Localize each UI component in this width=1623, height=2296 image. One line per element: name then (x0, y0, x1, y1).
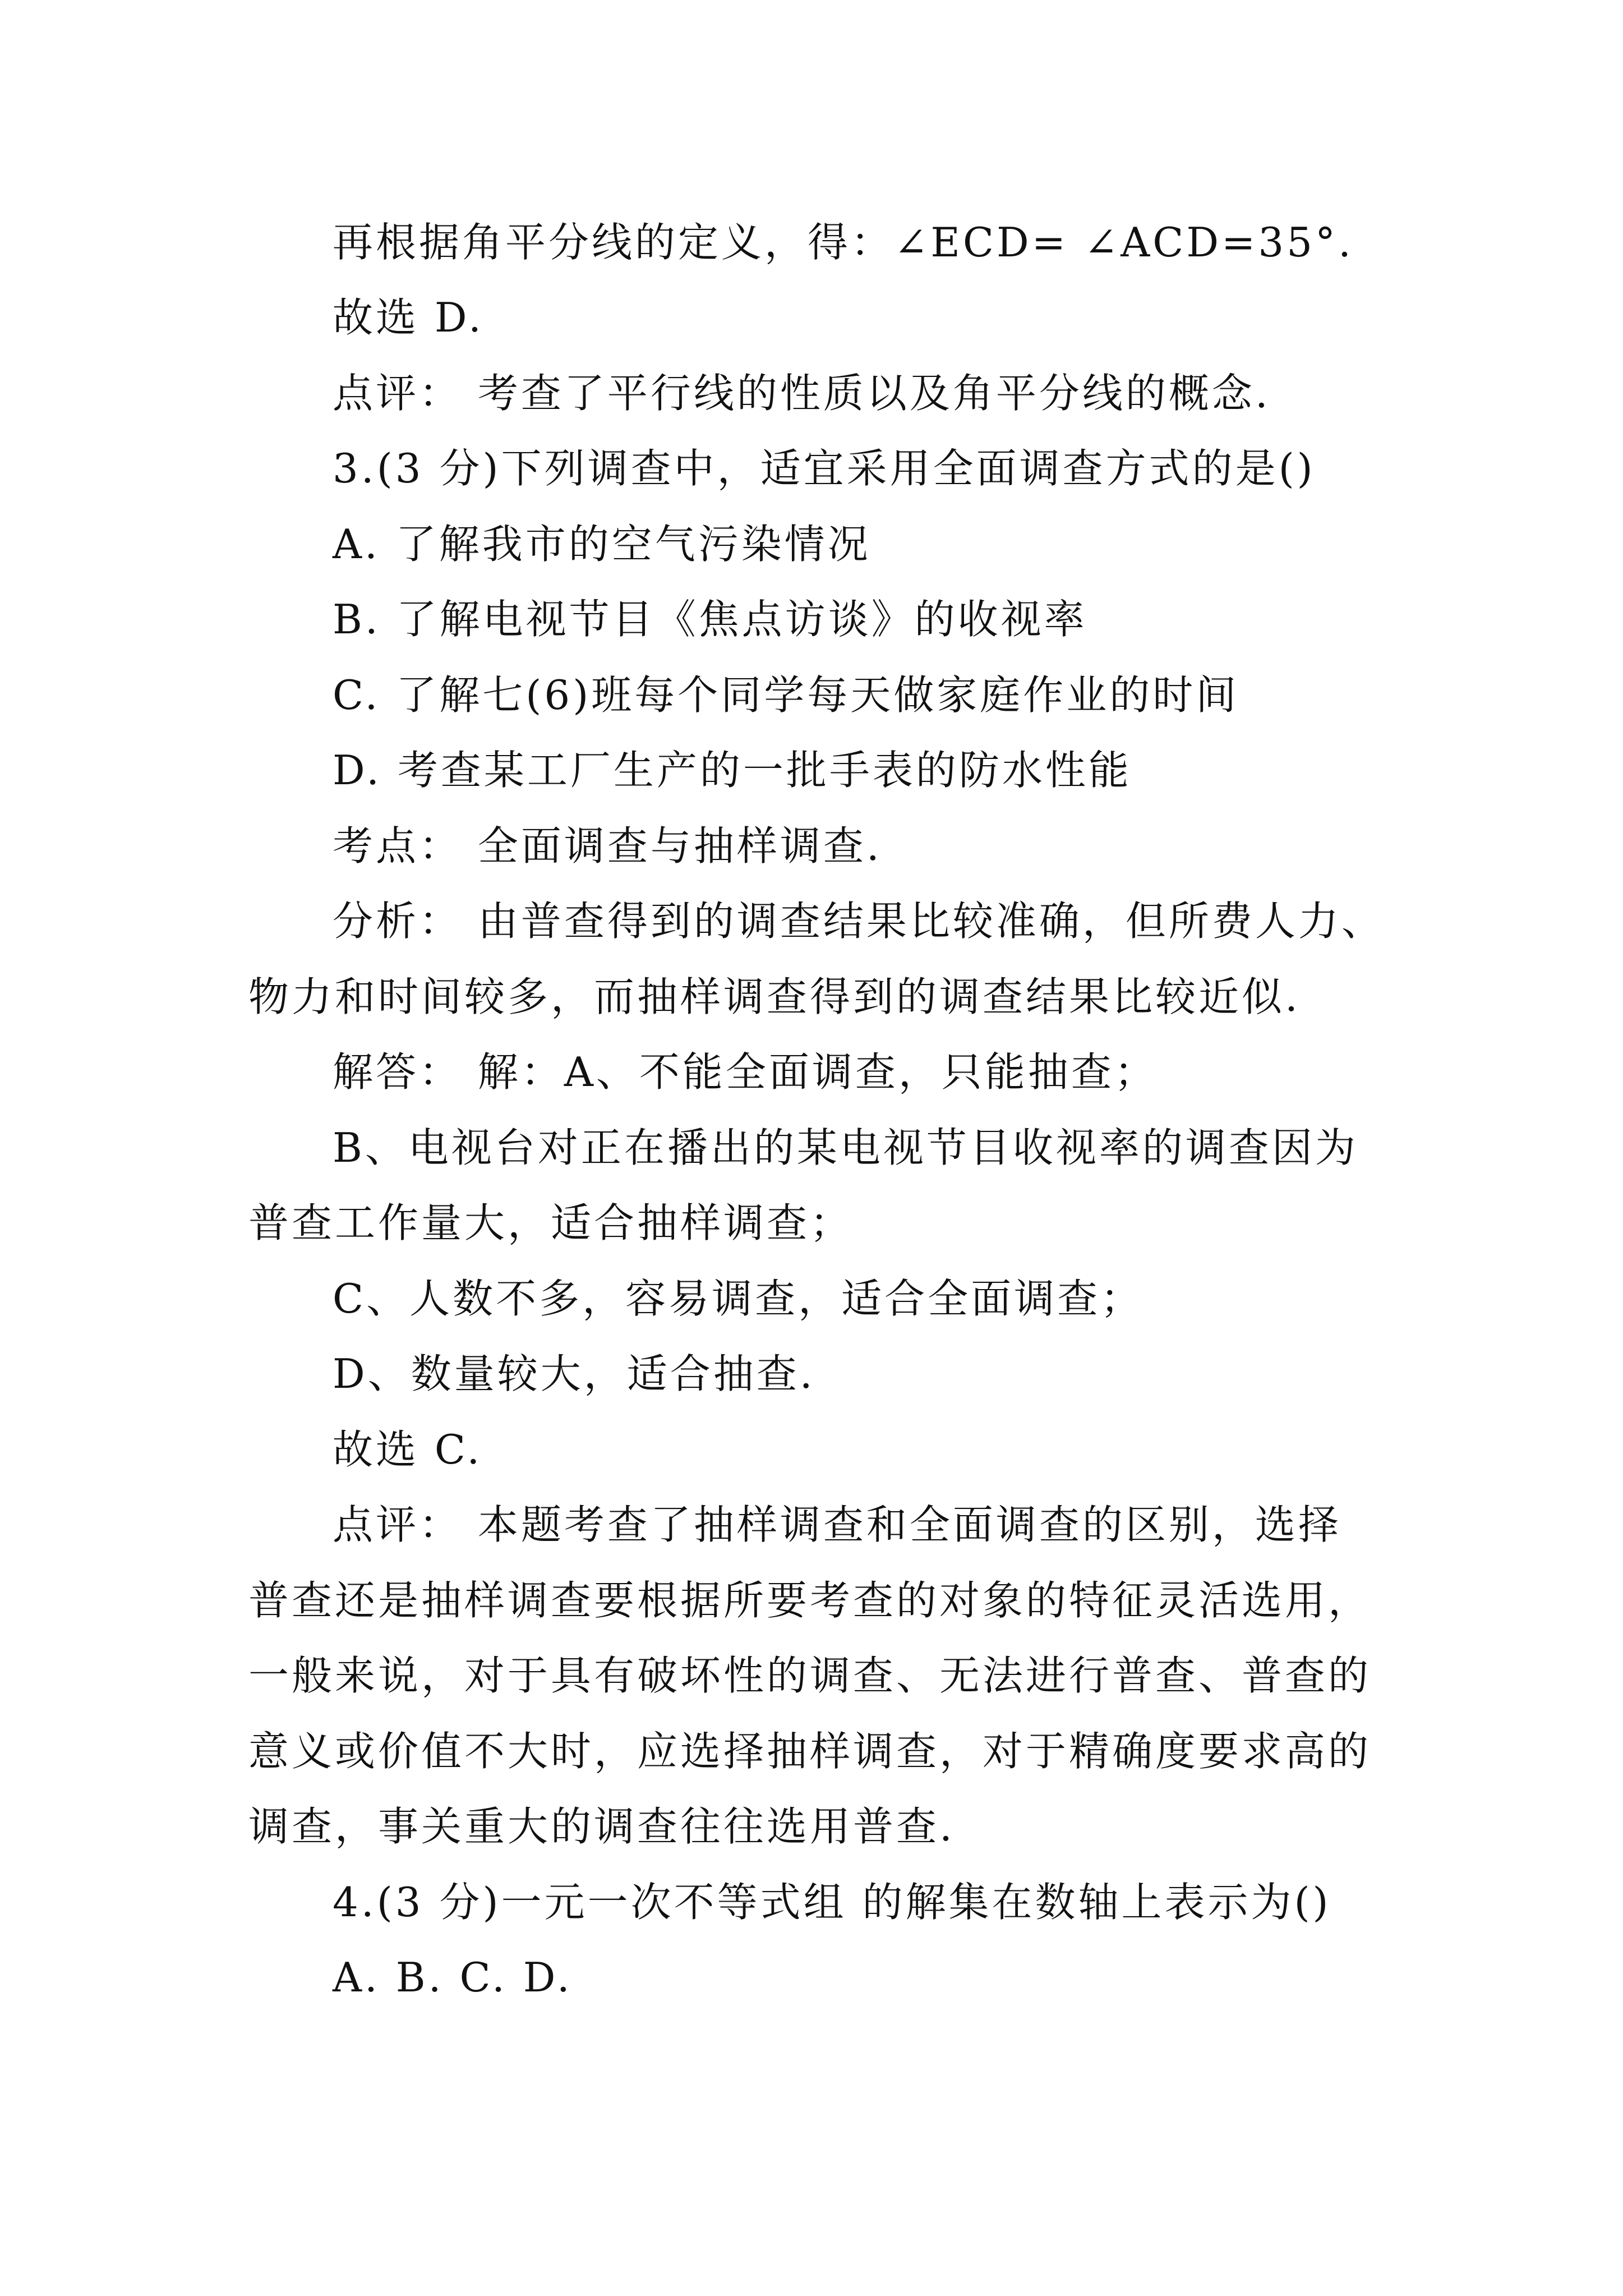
text-line-key-point: 考点： 全面调查与抽样调查. (333, 822, 882, 869)
text-line-answer-d: 故选 D. (333, 294, 484, 341)
text-line-comment-2-cont-1: 普查还是抽样调查要根据所要考查的对象的特征灵活选用， (248, 1577, 1372, 1624)
text-line-angle-bisector: 再根据角平分线的定义，得：∠ECD= ∠ACD=35°. (333, 219, 1354, 266)
text-line-comment-2-cont-4: 调查，事关重大的调查往往选用普查. (248, 1803, 955, 1850)
question-4-options: A. B. C. D. (333, 1954, 573, 2001)
text-line-analysis-cont: 物力和时间较多，而抽样调查得到的调查结果比较近似. (248, 973, 1301, 1020)
question-3-option-c: C. 了解七(6)班每个同学每天做家庭作业的时间 (333, 671, 1239, 719)
text-line-comment-1: 点评： 考查了平行线的性质以及角平分线的概念. (333, 370, 1271, 417)
question-3-option-b: B. 了解电视节目《焦点访谈》的收视率 (333, 596, 1087, 643)
text-line-comment-2: 点评： 本题考查了抽样调查和全面调查的区别，选择 (333, 1501, 1341, 1548)
text-line-comment-2-cont-3: 意义或价值不大时，应选择抽样调查，对于精确度要求高的 (248, 1728, 1372, 1775)
text-line-solution-a: 解答： 解：A、不能全面调查，只能抽查； (333, 1048, 1158, 1096)
text-line-analysis: 分析： 由普查得到的调查结果比较准确，但所费人力、 (333, 898, 1385, 945)
text-line-answer-c: 故选 C. (333, 1426, 483, 1473)
text-line-comment-2-cont-2: 一般来说，对于具有破坏性的调查、无法进行普查、普查的 (248, 1652, 1372, 1699)
question-4-stem: 4.(3 分)一元一次不等式组 的解集在数轴上表示为() (333, 1879, 1331, 1926)
text-line-solution-b: B、电视台对正在播出的某电视节目收视率的调查因为 (333, 1124, 1358, 1171)
text-line-solution-b-cont: 普查工作量大，适合抽样调查； (248, 1199, 854, 1246)
question-3-option-d: D. 考查某工厂生产的一批手表的防水性能 (333, 747, 1132, 794)
text-line-solution-d: D、数量较大，适合抽查. (333, 1350, 815, 1397)
question-3-stem: 3.(3 分)下列调查中，适宜采用全面调查方式的是() (333, 445, 1316, 492)
text-line-solution-c: C、人数不多，容易调查，适合全面调查； (333, 1275, 1144, 1322)
question-3-option-a: A. 了解我市的空气污染情况 (333, 521, 871, 568)
